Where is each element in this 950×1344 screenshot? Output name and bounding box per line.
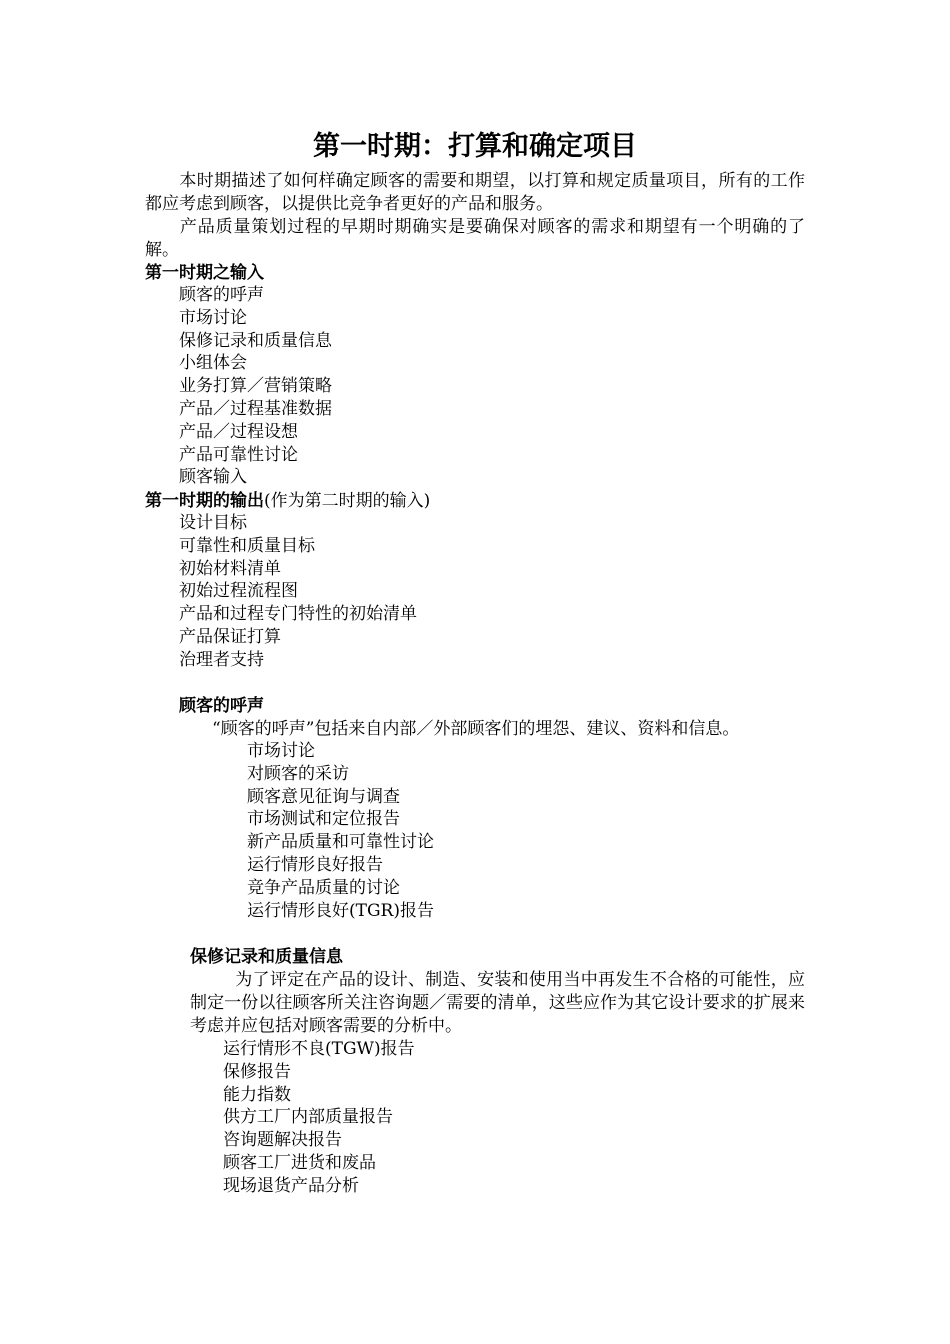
warranty-description-text: 为了评定在产品的设计、制造、安装和使用当中再发生不合格的可能性，应制定一份以往顾客所关注咨询题／需要的清单，这些应作为其它设计要求的扩展来考虑并应包括对顾客需要的分析中。 <box>190 970 805 1036</box>
list-item: 运行情形不良(TGW)报告 <box>223 1039 415 1059</box>
list-item: 运行情形良好(TGR)报告 <box>247 900 434 921</box>
list-item: 可靠性和质量目标 <box>179 535 315 556</box>
list-item: 产品可靠性讨论 <box>179 444 298 465</box>
warranty-heading: 保修记录和质量信息 <box>190 947 343 967</box>
list-item: 顾客意见征询与调查 <box>247 786 400 807</box>
list-item: 保修报告 <box>223 1061 291 1082</box>
list-item: 竞争产品质量的讨论 <box>247 877 400 898</box>
intro-paragraph-2-text: 产品质量策划过程的早期时期确实是要确保对顾客的需求和期望有一个明确的了解。 <box>145 217 805 260</box>
list-item: 顾客的呼声 <box>179 285 264 305</box>
intro-paragraph-1-text: 本时期描述了如何样确定顾客的需要和期望，以打算和规定质量项目，所有的工作都应考虑到顾客，以提供比竞争者更好的产品和服务。 <box>145 171 805 214</box>
list-item: 产品／过程基准数据 <box>179 398 332 419</box>
outputs-heading-note: (作为第二时期的输入) <box>264 491 431 511</box>
list-item: 业务打算／营销策略 <box>179 376 332 397</box>
list-item: 初始材料清单 <box>179 558 281 579</box>
list-item: 运行情形良好报告 <box>247 854 383 875</box>
warranty-description <box>190 969 805 1038</box>
list-item: 顾客工厂进货和废品 <box>223 1152 376 1173</box>
intro-paragraph-2 <box>145 216 805 262</box>
list-item: 能力指数 <box>223 1084 291 1105</box>
outputs-list <box>179 512 417 672</box>
voice-list <box>247 740 434 922</box>
list-item: 产品／过程设想 <box>179 421 298 442</box>
list-item: 保修记录和质量信息 <box>179 330 332 351</box>
list-item: 咨询题解决报告 <box>223 1130 342 1151</box>
inputs-list <box>179 284 332 489</box>
list-item: 顾客输入 <box>179 467 247 488</box>
outputs-heading <box>145 490 430 513</box>
voice-description: “顾客的呼声”包括来自内部／外部顾客们的埋怨、建议、资料和信息。 <box>212 719 740 739</box>
list-item: 现场退货产品分析 <box>223 1175 359 1196</box>
list-item: 小组体会 <box>179 353 247 374</box>
outputs-heading-text: 第一时期的输出 <box>145 491 264 511</box>
voice-heading: 顾客的呼声 <box>179 696 264 716</box>
inputs-heading: 第一时期之输入 <box>145 263 264 283</box>
warranty-list <box>223 1038 415 1198</box>
list-item: 产品和过程专门特性的初始清单 <box>179 604 417 625</box>
list-item: 市场测试和定位报告 <box>247 809 400 830</box>
list-item: 初始过程流程图 <box>179 581 298 602</box>
list-item: 供方工厂内部质量报告 <box>223 1107 393 1128</box>
list-item: 对顾客的采访 <box>247 763 349 784</box>
list-item: 设计目标 <box>179 513 247 533</box>
list-item: 产品保证打算 <box>179 626 281 647</box>
list-item: 市场讨论 <box>247 741 315 761</box>
list-item: 市场讨论 <box>179 307 247 328</box>
list-item: 新产品质量和可靠性讨论 <box>247 832 434 853</box>
list-item: 治理者支持 <box>179 649 264 670</box>
page-title: 第一时期：打算和确定项目 <box>313 131 637 162</box>
intro-paragraph-1 <box>145 170 805 216</box>
